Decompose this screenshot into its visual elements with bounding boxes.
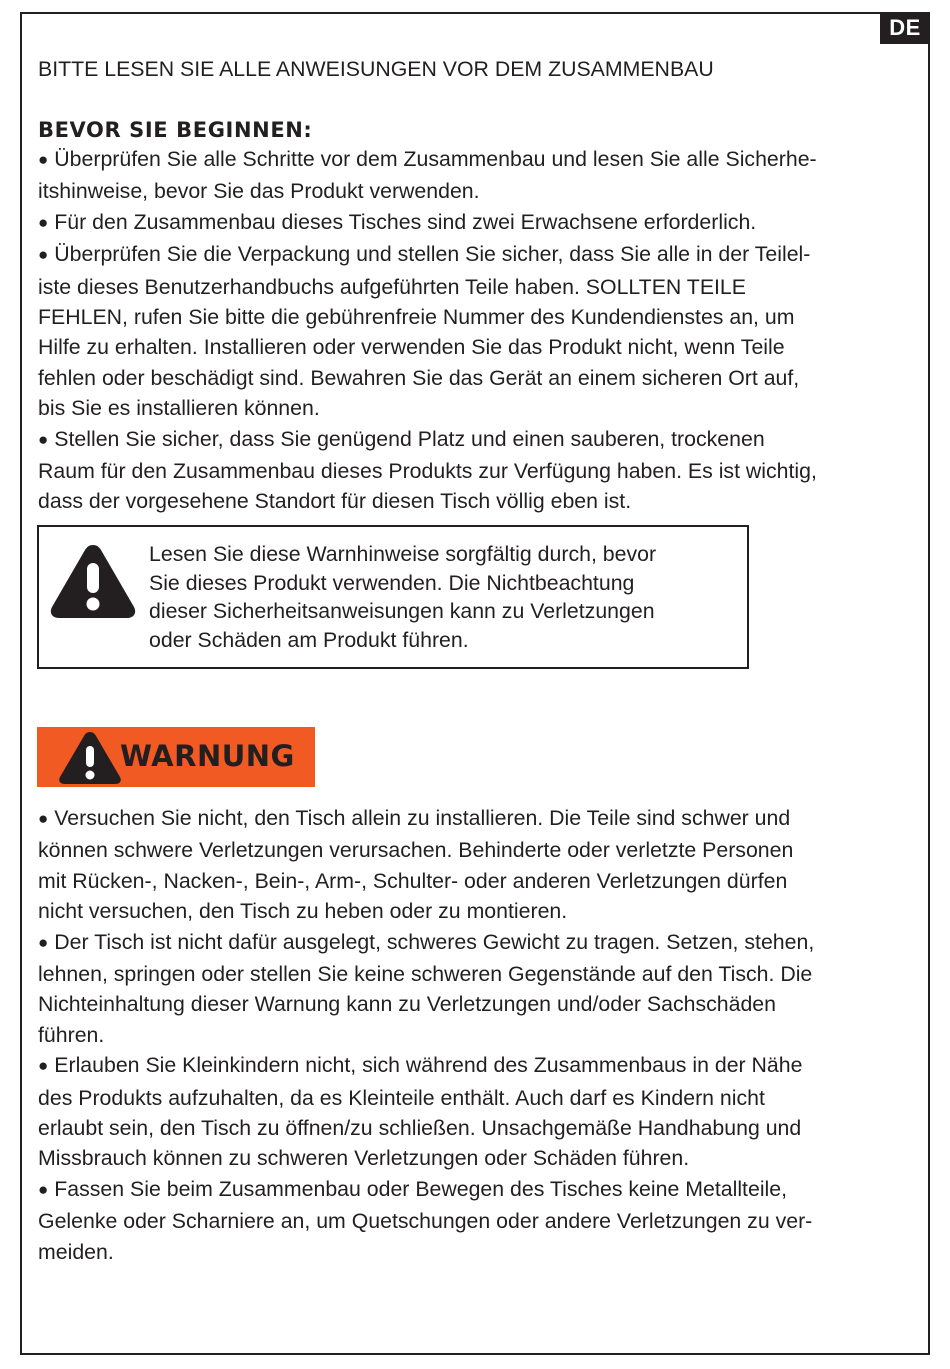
warning-label: WARNUNG [120,739,295,773]
list-item [38,1174,910,1267]
list-item [38,1050,910,1174]
list-item-line: iste dieses Benutzerhandbuchs aufgeführten Teile haben. SOLLTEN TEILE [38,274,746,299]
list-item-line: lehnen, springen oder stellen Sie keine schweren Gegenstände auf den Tisch. Die [38,962,813,987]
list-item-line: Gelenke oder Scharniere an, um Quetschungen oder andere Verletzungen zu ver- [38,1209,813,1234]
list-item [38,207,910,239]
language-tab: DE [880,12,930,44]
list-item-line: des Produkts aufzuhalten, da es Kleinteile enthält. Auch darf es Kindern nicht [38,1085,765,1110]
before-list [38,144,910,517]
list-item-line: erlaubt sein, den Tisch zu öffnen/zu schließen. Unsachgemäße Handhabung und [38,1116,802,1141]
list-item-line: Der Tisch ist nicht dafür ausgelegt, schweres Gewicht zu tragen. Setzen, stehen, [54,929,815,954]
list-item-line: fehlen oder beschädigt sind. Bewahren Sie das Gerät an einem sicheren Ort auf, [38,365,800,390]
list-item [38,927,910,1051]
list-item [38,424,910,517]
before-title: BEVOR SIE BEGINNEN: [38,118,313,142]
text-line: oder Schäden am Produkt führen. [149,627,469,652]
list-item [38,144,910,207]
bullet-icon: ● [38,1056,49,1076]
warning-triangle-icon [49,541,137,621]
list-item-line: Raum für den Zusammenbau dieses Produkts zur Verfügung haben. Es ist wichtig, [38,459,817,484]
warning-banner [37,727,315,787]
list-item-line: FEHLEN, rufen Sie bitte die gebührenfreie Nummer des Kundendienstes an, um [38,305,795,330]
notice-box [37,525,749,669]
list-item-line: itshinweise, bevor Sie das Produkt verwenden. [38,179,480,204]
bullet-icon: ● [38,429,49,449]
list-item-line: Fassen Sie beim Zusammenbau oder Bewegen des Tisches keine Metallteile, [54,1176,788,1201]
bullet-icon: ● [38,150,49,169]
top-heading: BITTE LESEN SIE ALLE ANWEISUNGEN VOR DEM ZUSAMMENBAU [38,57,714,81]
bullet-icon: ● [38,932,49,952]
list-item-line: Nichteinhaltung dieser Warnung kann zu Verletzungen und/oder Sachschäden [38,992,776,1017]
list-item-line: bis Sie es installieren können. [38,396,320,421]
list-item-line: können schwere Verletzungen verursachen. Behinderte oder verletzte Personen [38,838,794,863]
list-item-line: mit Rücken-, Nacken-, Bein-, Arm-, Schulter- oder anderen Verletzungen dürfen [38,868,788,893]
text-line: Lesen Sie diese Warnhinweise sorgfältig durch, bevor [149,542,657,566]
list-item-line: meiden. [38,1239,114,1264]
list-item-line: führen. [38,1022,105,1047]
list-item-line: Stellen Sie sicher, dass Sie genügend Platz und einen sauberen, trockenen [54,426,765,451]
list-item-line: Überprüfen Sie die Verpackung und stellen Sie sicher, dass Sie alle in der Teilel- [54,242,811,267]
list-item [38,239,910,423]
notice-text [149,540,739,654]
list-item-line: Versuchen Sie nicht, den Tisch allein zu installieren. Die Teile sind schwer und [54,806,791,830]
bullet-icon: ● [38,245,49,265]
list-item-line: Erlauben Sie Kleinkindern nicht, sich während des Zusammenbaus in der Nähe [54,1053,803,1078]
bullet-icon: ● [38,809,49,828]
list-item-line: Hilfe zu erhalten. Installieren oder verwenden Sie das Produkt nicht, wenn Teile [38,335,785,360]
list-item [38,803,910,927]
list-item-line: dass der vorgesehene Standort für diesen Tisch völlig eben ist. [38,489,632,514]
list-item-line: nicht versuchen, den Tisch zu heben oder zu montieren. [38,899,568,924]
bullet-icon: ● [38,1179,49,1199]
text-line: Sie dieses Produkt verwenden. Die Nichtbeachtung [149,570,635,595]
list-item-line: Für den Zusammenbau dieses Tisches sind zwei Erwachsene erforderlich. [54,209,757,234]
warning-list [38,803,910,1267]
warning-triangle-icon [57,730,123,786]
list-item-line: Überprüfen Sie alle Schritte vor dem Zusammenbau und lesen Sie alle Sicherhe- [54,147,817,171]
bullet-icon: ● [38,212,49,232]
text-line: dieser Sicherheitsanweisungen kann zu Verletzungen [149,599,655,624]
list-item-line: Missbrauch können zu schweren Verletzungen oder Schäden führen. [38,1146,690,1171]
